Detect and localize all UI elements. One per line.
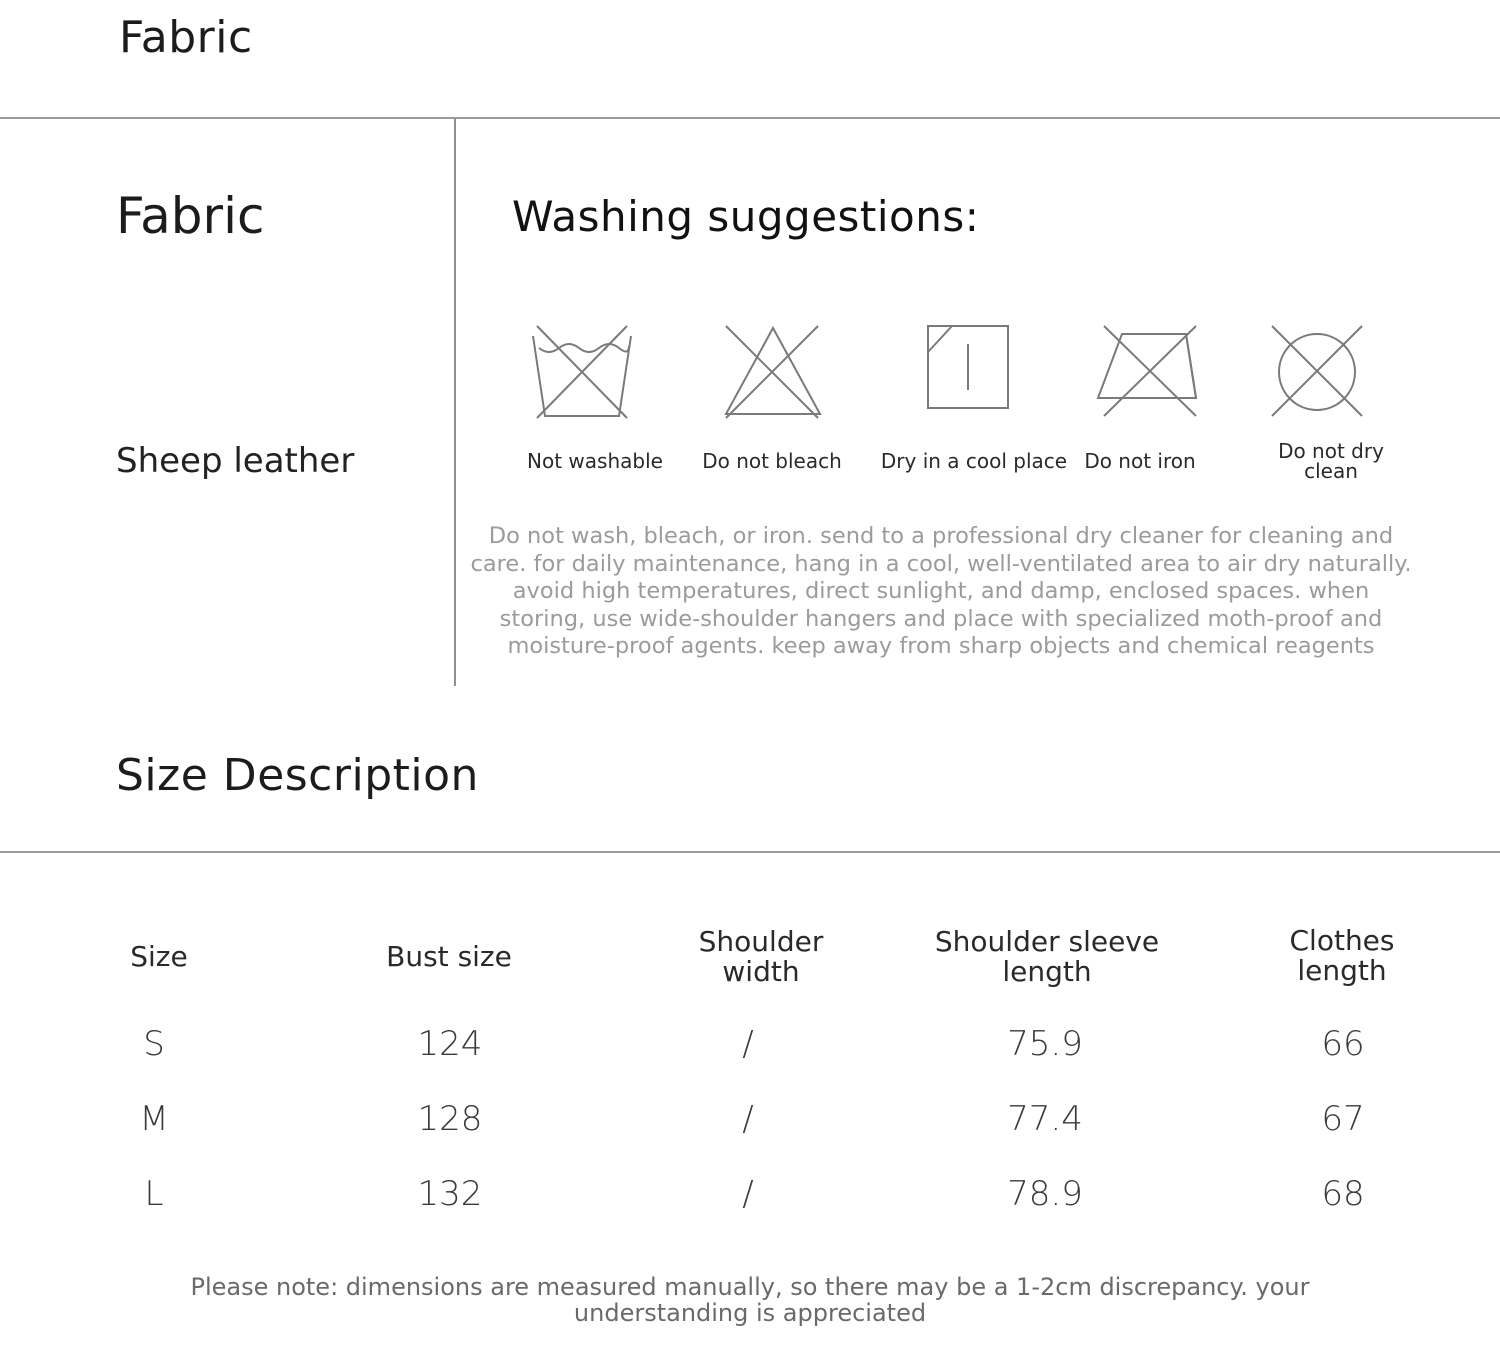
table-cell-size: L [144,1174,164,1214]
table-header-size: Size [130,940,188,973]
table-cell-shoulder-width: / [742,1174,754,1214]
table-header-sleeve-length: Shoulder sleeve length [934,925,1160,988]
care-instructions: Do not wash, bleach, or iron. send to a professional dry cleaner for cleaning and care. for daily maintenance, hang in a cool, well-ventilated area to air dry naturally. avoid high temperatures, direct sunlight, and damp, enclosed spaces. when storing, use wide-shoulder hangers and place with specialized moth-proof and moisture-proof agents. keep away from sharp objects and chemical reagents [470,523,1412,659]
icon-label-not-washable: Not washable [527,449,663,473]
not-washable-icon [527,322,637,422]
table-header-bust: Bust size [386,940,512,973]
table-cell-shoulder-width: / [742,1024,754,1064]
dry-in-shade-icon [916,322,1026,422]
table-cell-sleeve-length: 77.4 [1007,1099,1083,1139]
section-divider [0,117,1500,119]
icon-label-dry-in-cool-place: Dry in a cool place [880,449,1068,473]
washing-title: Washing suggestions: [512,192,980,241]
size-note: Please note: dimensions are measured manually, so there may be a 1-2cm discrepancy. your understanding is appreciated [190,1273,1310,1327]
do-not-iron-icon [1092,322,1202,422]
section-title-fabric: Fabric [119,12,253,63]
table-cell-bust: 128 [417,1099,483,1139]
table-cell-clothes-length: 66 [1321,1024,1365,1064]
section-title-size: Size Description [116,750,479,801]
fabric-heading: Fabric [116,187,265,245]
table-header-shoulder-width: Shoulder width [698,925,824,988]
do-not-dry-clean-icon [1262,322,1372,422]
table-cell-sleeve-length: 75.9 [1007,1024,1083,1064]
table-cell-size: S [143,1024,165,1064]
icon-label-do-not-dry-clean: Do not dry clean [1278,439,1384,483]
vertical-divider [454,119,456,686]
icon-label-do-not-bleach: Do not bleach [702,449,842,473]
do-not-bleach-icon [718,322,828,422]
table-cell-size: M [139,1099,169,1139]
section-divider [0,851,1500,853]
table-cell-bust: 132 [417,1174,483,1214]
icon-label-do-not-iron: Do not iron [1084,449,1196,473]
table-cell-clothes-length: 68 [1321,1174,1365,1214]
table-cell-shoulder-width: / [742,1099,754,1139]
table-cell-bust: 124 [417,1024,483,1064]
table-header-clothes-length: Clothes length [1289,924,1395,987]
table-cell-clothes-length: 67 [1321,1099,1365,1139]
fabric-material: Sheep leather [116,441,355,481]
table-cell-sleeve-length: 78.9 [1007,1174,1083,1214]
